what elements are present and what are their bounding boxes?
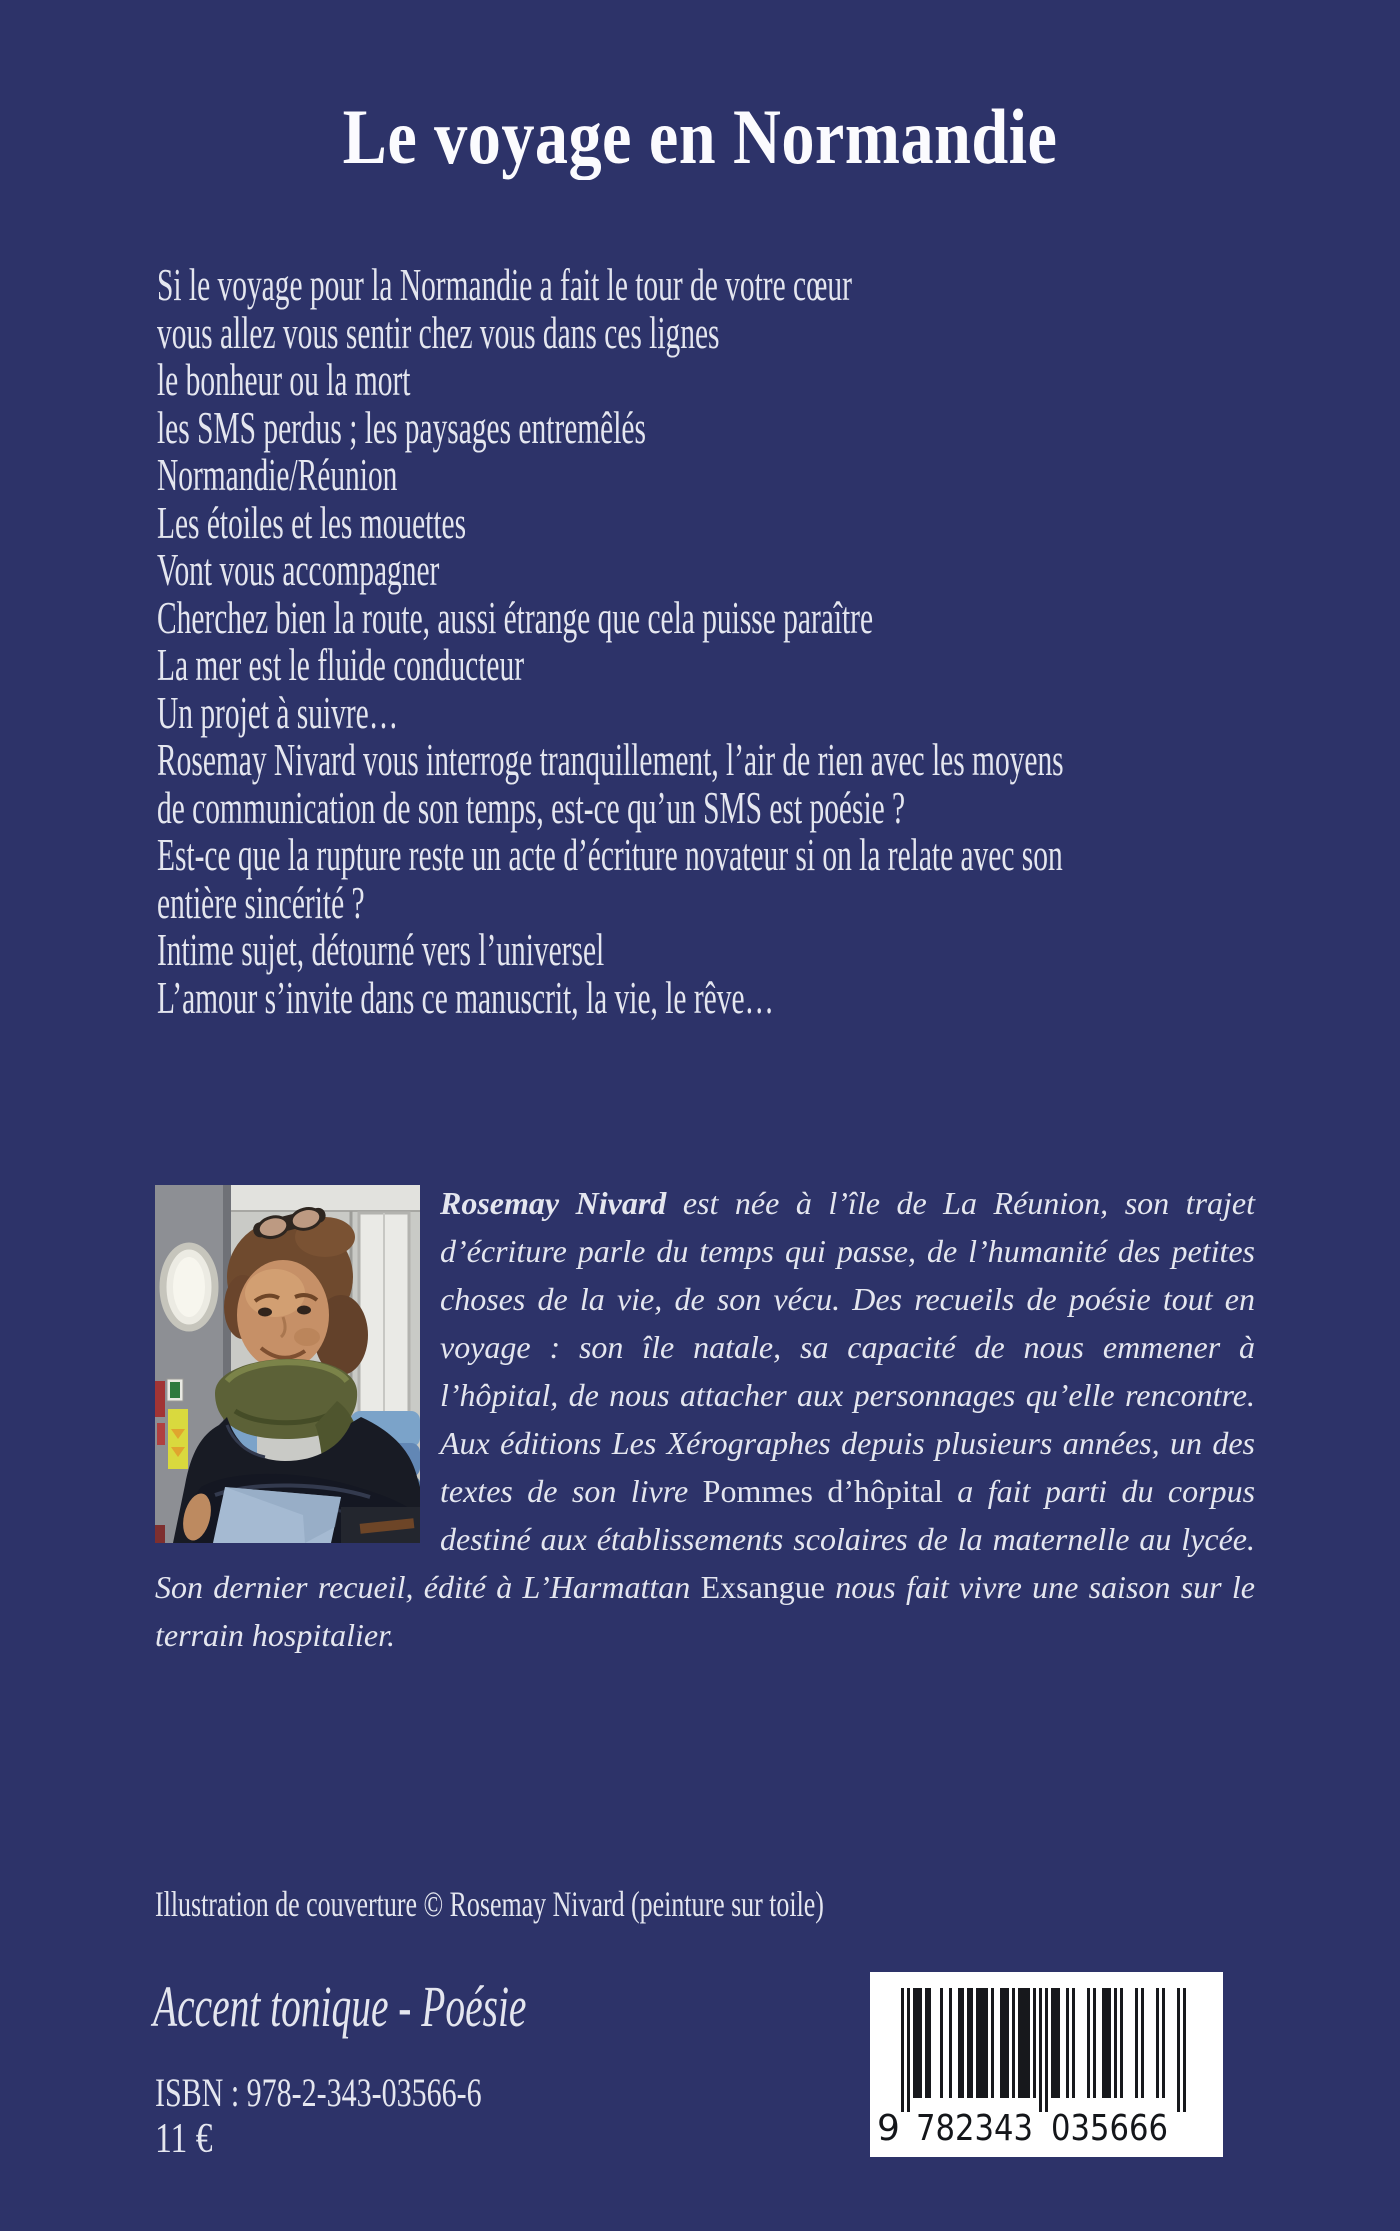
poem-line: Les étoiles et les mouettes — [157, 496, 467, 548]
ean-barcode-bars — [870, 1972, 1223, 2157]
poem-line: Si le voyage pour la Normandie a fait le tour de votre cœur — [157, 259, 852, 310]
price: 11 € — [155, 2116, 213, 2162]
poem-line: vous allez vous sentir chez vous dans ces lignes — [157, 306, 720, 358]
author-photo — [155, 1185, 420, 1543]
collection-name: Accent tonique - Poésie — [153, 1974, 527, 2039]
poem-line: Intime sujet, détourné vers l’universel — [157, 924, 605, 975]
svg-text:782343: 782343 — [916, 2108, 1033, 2149]
poem-line: Rosemay Nivard vous interroge tranquillement, l’air de rien avec les moyens — [157, 734, 1064, 785]
author-bio — [155, 1179, 1255, 1659]
bio-text: a fait parti du corpus destiné aux établissements scolaires de la maternelle au lycée. Son dernier recueil, édité à L’Harmattan — [155, 1473, 1256, 1605]
poem-line: Est-ce que la rupture reste un acte d’écriture novateur si on la relate avec son — [157, 829, 1063, 880]
poem-block — [157, 261, 1064, 1021]
ean-barcode — [870, 1972, 1223, 2157]
bio-text: nous fait vivre une saison sur le terrain hospitalier. — [155, 1569, 1256, 1653]
author-photo-illustration — [155, 1185, 420, 1543]
poem-line: La mer est le fluide conducteur — [157, 639, 525, 690]
bio-book-title: Exsangue — [700, 1569, 825, 1605]
svg-text:035666: 035666 — [1051, 2108, 1168, 2149]
poem-line: entière sincérité ? — [157, 876, 365, 928]
poem-line: Vont vous accompagner — [157, 544, 440, 595]
poem-line: Normandie/Réunion — [157, 449, 398, 500]
cover-illustration-credit: Illustration de couverture © Rosemay Nivard (peinture sur toile) — [155, 1884, 824, 1924]
poem-line: L’amour s’invite dans ce manuscrit, la vie, le rêve… — [157, 971, 774, 1023]
poem-line: Cherchez bien la route, aussi étrange que cela puisse paraître — [157, 591, 874, 643]
poem-line: Un projet à suivre… — [157, 686, 399, 738]
poem-line: le bonheur ou la mort — [157, 354, 411, 405]
bio-author-name: Rosemay Nivard — [440, 1185, 683, 1221]
bio-book-title: Pommes d’hôpital — [702, 1473, 943, 1509]
poem-line: les SMS perdus ; les paysages entremêlés — [157, 401, 646, 453]
book-title: Le voyage en Normandie — [342, 93, 1058, 180]
poem-line: de communication de son temps, est-ce qu’un SMS est poésie ? — [157, 781, 906, 833]
bio-text: est née à l’île de La Réunion, son trajet d’écriture parle du temps qui passe, de l’humanité des petites choses de la vie, de son vécu. Des recueils de poésie tout en voyage : son île natale, sa capacité de nous emmener à l’hôpital, de nous attacher aux personnages qu’elle rencontre. Aux éditions Les Xérographes depuis plusieurs années, un des textes de son livre — [440, 1185, 1256, 1509]
svg-text:9: 9 — [877, 2108, 900, 2149]
isbn-number: ISBN : 978-2-343-03566-6 — [155, 2070, 482, 2115]
